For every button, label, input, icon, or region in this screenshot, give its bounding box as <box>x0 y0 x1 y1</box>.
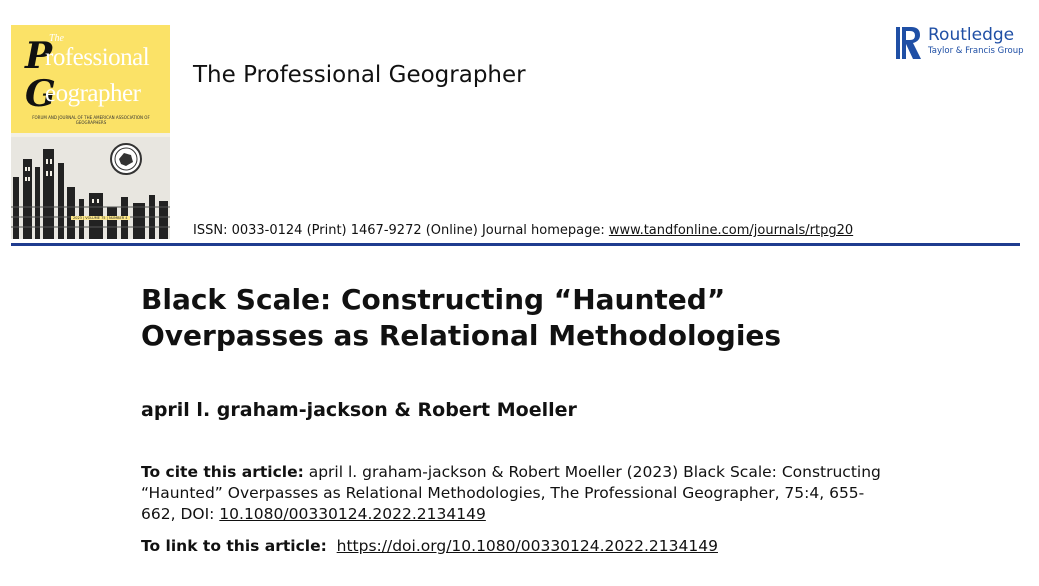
cover-photo-illustration <box>11 137 170 239</box>
article-url-link[interactable]: https://doi.org/10.1080/00330124.2022.2134149 <box>336 537 718 555</box>
cover-issue-line: 2023 | VOLUME 75 | NUMBER 4 <box>73 216 128 220</box>
routledge-r-icon <box>896 25 922 61</box>
journal-cover-image <box>11 25 170 239</box>
journal-homepage-link[interactable]: www.tandfonline.com/journals/rtpg20 <box>608 223 854 238</box>
issn-line <box>193 223 853 238</box>
cite-label: To cite this article: <box>141 463 304 481</box>
doi-link[interactable]: 10.1080/00330124.2022.2134149 <box>219 505 486 523</box>
publisher-name: Routledge <box>928 25 1015 45</box>
article-title: Black Scale: Constructing “Haunted” Overpasses as Relational Methodologies <box>141 283 782 352</box>
issn-text: ISSN: 0033-0124 (Print) 1467-9272 (Online) Journal homepage: <box>193 223 609 238</box>
journal-title: The Professional Geographer <box>193 62 526 88</box>
cite-text: april l. graham-jackson & Robert Moeller (2023) Black Scale: Constructing “Haunted” Overpasses as Relational Methodologies, The Professional Geographer, 75:4, 655-662, DOI: <box>141 463 881 523</box>
cover-monogram-g: G <box>25 73 56 115</box>
cover-word-professional: rofessional <box>45 44 150 71</box>
article-link-line <box>141 537 718 555</box>
cover-prefix: The <box>49 33 64 44</box>
cover-monogram-p: P <box>25 35 53 77</box>
citation-block <box>141 462 889 525</box>
link-label: To link to this article: <box>141 537 327 555</box>
header-divider <box>11 243 1020 246</box>
cover-word-geographer: eographer <box>45 80 141 107</box>
publisher-logo[interactable] <box>896 25 1026 63</box>
cover-forum-line: FORUM AND JOURNAL OF THE AMERICAN ASSOCIATION OF GEOGRAPHERS <box>32 115 150 125</box>
publisher-group: Taylor & Francis Group <box>928 46 1024 56</box>
article-authors: april l. graham-jackson & Robert Moeller <box>141 399 577 421</box>
